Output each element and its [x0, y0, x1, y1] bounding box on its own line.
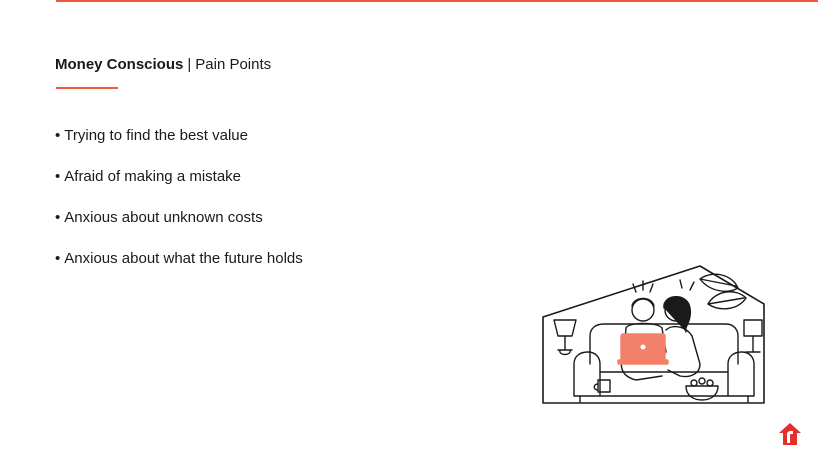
brand-logo-icon	[778, 422, 802, 446]
bullet-marker: •	[55, 250, 61, 267]
list-item-text: Afraid of making a mistake	[64, 168, 242, 185]
page-title	[55, 56, 271, 73]
list-item-text: Anxious about unknown costs	[64, 209, 263, 226]
title-underline	[56, 87, 118, 89]
title-rest: Pain Points	[195, 56, 272, 73]
list-item	[55, 168, 303, 209]
title-bold: Money Conscious	[55, 56, 184, 73]
list-item	[55, 127, 303, 168]
title-separator: |	[187, 56, 192, 73]
pain-points-list	[55, 127, 303, 291]
bullet-marker: •	[55, 209, 61, 226]
top-accent-rule	[56, 0, 818, 2]
list-item	[55, 209, 303, 250]
bullet-marker: •	[55, 168, 61, 185]
list-item-text: Trying to find the best value	[64, 127, 248, 144]
list-item	[55, 250, 303, 291]
list-item-text: Anxious about what the future holds	[64, 250, 303, 267]
bullet-marker: •	[55, 127, 61, 144]
couple-on-couch-with-laptop-illustration	[540, 264, 766, 408]
